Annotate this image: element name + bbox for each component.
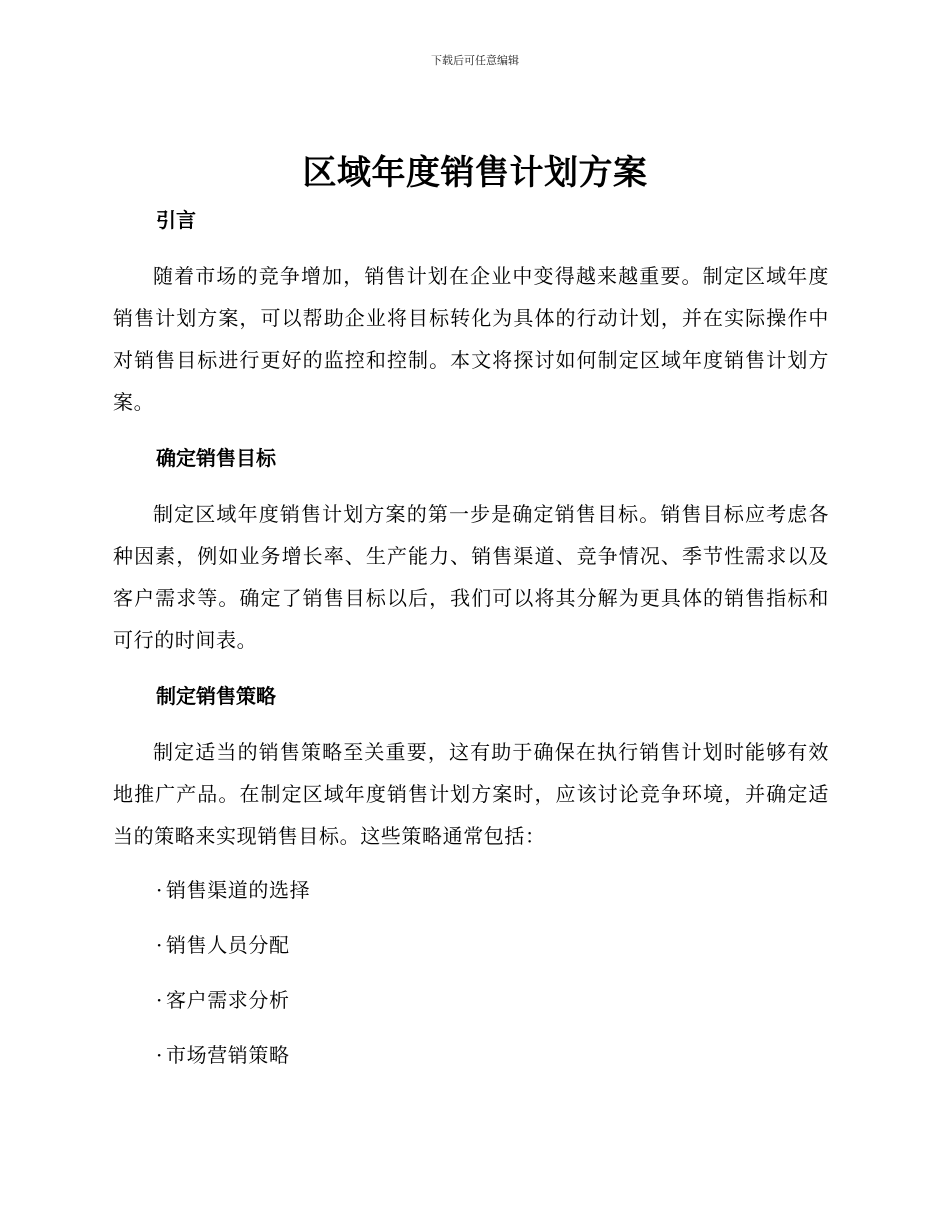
bullet-marker: · [156, 878, 163, 902]
spacer [113, 423, 829, 439]
spacer [113, 239, 829, 255]
section-paragraph-sales-strategy: 制定适当的销售策略至关重要，这有助于确保在执行销售计划时能够有效地推广产品。在制定区域年度销售计划方案时，应该讨论竞争环境，并确定适当的策略来实现销售目标。这些策略通常包括： [113, 740, 829, 848]
list-item-text: 销售人员分配 [166, 933, 290, 957]
section-paragraph-intro: 随着市场的竞争增加，销售计划在企业中变得越来越重要。制定区域年度销售计划方案，可以帮助企业将目标转化为具体的行动计划，并在实际操作中对销售目标进行更好的监控和控制。本文将探讨如何制定区域年度销售计划方案。 [113, 264, 829, 414]
bullet-marker: · [156, 988, 163, 1012]
document-title: 区域年度销售计划方案 [302, 153, 648, 193]
list-item-text: 客户需求分析 [166, 988, 290, 1012]
spacer [113, 661, 829, 677]
document-body [113, 201, 829, 1083]
list-item [113, 1028, 829, 1083]
list-item [113, 973, 829, 1028]
list-item [113, 863, 829, 918]
spacer [113, 477, 829, 493]
list-item [113, 918, 829, 973]
section-heading-sales-strategy: 制定销售策略 [156, 684, 276, 708]
list-item-text: 销售渠道的选择 [166, 878, 311, 902]
section-heading-intro: 引言 [156, 208, 196, 232]
bullet-marker: · [156, 933, 163, 957]
bullet-marker: · [156, 1043, 163, 1067]
spacer [113, 715, 829, 731]
page-header-note: 下载后可任意编辑 [431, 54, 519, 67]
section-paragraph-sales-goals: 制定区域年度销售计划方案的第一步是确定销售目标。销售目标应考虑各种因素，例如业务增长率、生产能力、销售渠道、竞争情况、季节性需求以及客户需求等。确定了销售目标以后，我们可以将其分解为更具体的销售指标和可行的时间表。 [113, 502, 829, 652]
section-heading-sales-goals: 确定销售目标 [156, 446, 276, 470]
list-item-text: 市场营销策略 [166, 1043, 290, 1067]
